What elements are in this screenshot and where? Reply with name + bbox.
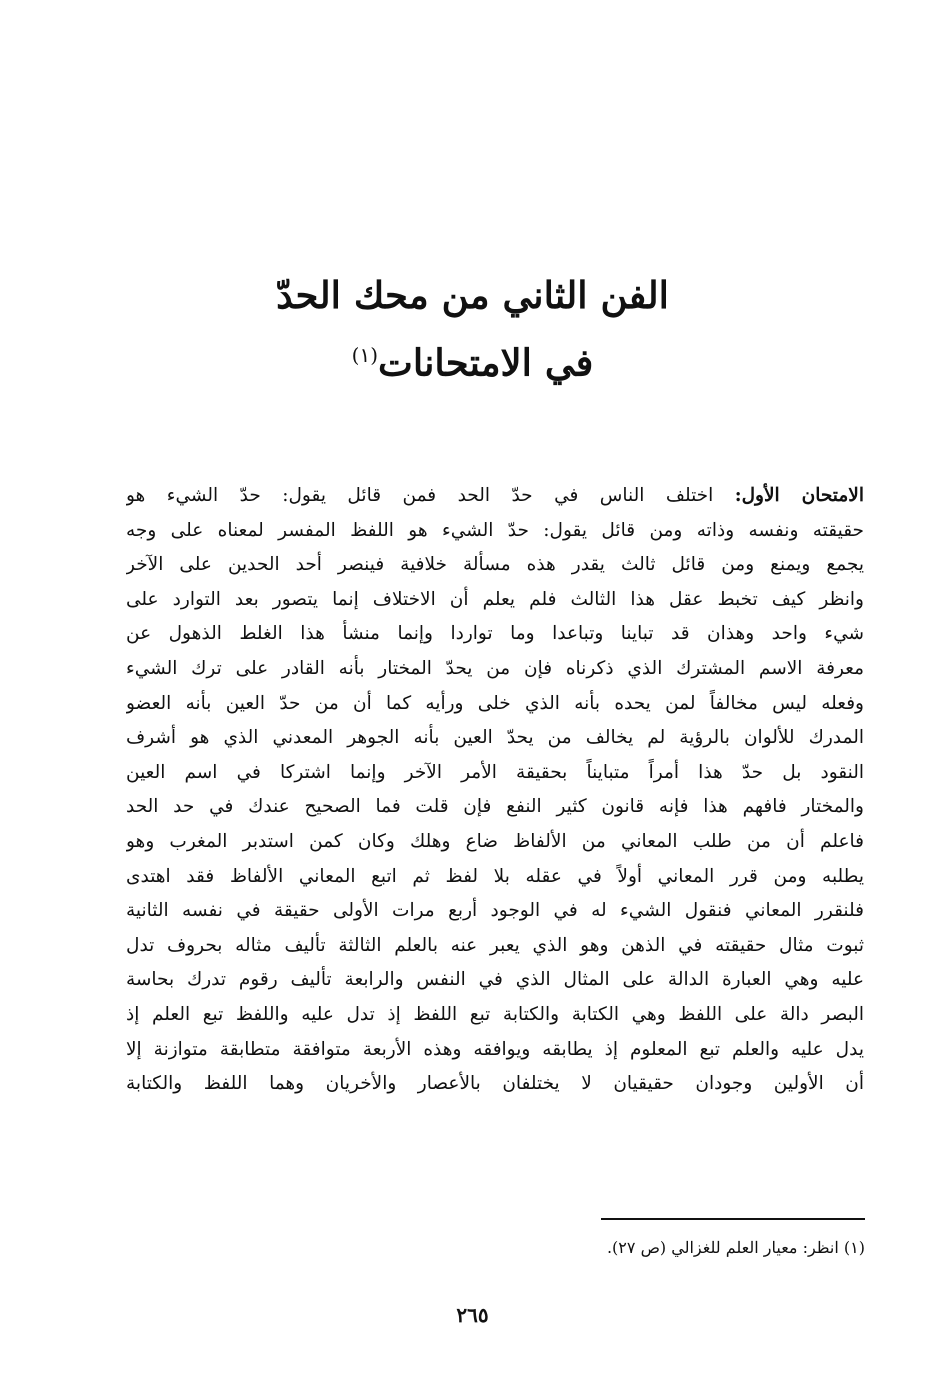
body-line: والمختار فافهم هذا فإنه قانون كثير النفع فإن قلت فما الصحيح عندك في حد الحد [126,796,864,818]
body-line: يدل عليه والعلم تبع المعلوم إذ يطابقه ويوافقه وهذه الأربعة متوافقة متطابقة متوازنة إلا [126,1038,864,1060]
body-line: يطلبه ومن قرر المعاني أولاً في عقله بلا لفظ ثم اتبع المعاني الألفاظ فقد اهتدى [126,865,864,887]
chapter-title [0,265,945,392]
footnote-divider [601,1218,865,1220]
body-line: المدرك للألوان بالرؤية لم يخالف من يحدّ العين بأنه الجوهر المعدني الذي هو أشرف [126,727,864,749]
chapter-title-line-1: الفن الثاني من محك الحدّ [276,273,669,317]
page-number: ٢٦٥ [456,1303,489,1327]
section-lead: الامتحان الأول: [734,485,864,506]
body-line: أن الأولين وجودان حقيقيان لا يختلفان بالأعصار والأخريان وهما اللفظ والكتابة [126,1073,864,1095]
body-line: النقود بل حدّ هذا أمراً متبايناً بحقيقة الأمر الآخر وإنما اشتركا في اسم العين [126,761,864,783]
body-line: شيء واحد وهذان قد تباينا وتباعدا وما تواردا وإنما منشأ هذا الغلط الذهول عن [126,623,864,645]
body-line: فلنقرر المعاني فنقول الشيء له في الوجود أربع مرات الأولى حقيقة في نفسه الثانية [126,900,864,922]
body-line: يجمع ويمنع ومن قائل ثالث يقدر هذه مسألة خلافية فينصر أحد الحدين على الآخر [126,554,864,576]
body-line: الامتحان الأول: اختلف الناس في حدّ الحد فمن قائل يقول: حدّ الشيء هو [126,485,864,506]
body-line: معرفة الاسم المشترك الذي ذكرناه فإن من يحدّ المختار بأنه القادر على ترك الشيء [126,657,864,679]
body-paragraph [126,479,864,1102]
body-line: البصر دالة على اللفظ وهي الكتابة والكتابة تبع اللفظ إذ تدل عليه واللفظ تبع العلم إذ [126,1003,864,1025]
body-line: حقيقته ونفسه وذاته ومن قائل يقول: حدّ الشيء هو اللفظ المفسر لمعناه على وجه [126,519,864,541]
body-line: وفعله ليس مخالفاً لمن يحده بأنه الذي خلى ورأيه كما أن من حدّ العين بأنه العضو [126,692,864,714]
footnote: (١) انظر: معيار العلم للغزالي (ص ٢٧). [606,1238,865,1257]
body-line: عليه وهي العبارة الدالة على المثال الذي في النفس والرابعة تأليف رقوم تدرك بحاسة [126,969,864,991]
body-line: فاعلم أن من طلب المعاني من الألفاظ ضاع وهلك وكان كمن استدبر المغرب وهو [126,830,864,852]
footnote-reference: (١) [351,343,379,367]
body-line: وانظر كيف تخبط عقل هذا الثالث فلم يعلم أن الاختلاف إنما يتصور بعد التوارد على [126,588,864,610]
body-line: ثبوت مثال حقيقته في الذهن وهو الذي يعبر عنه بالعلم الثالثة تأليف مثاله بحروف تدل [126,934,864,956]
chapter-title-line-2: في الامتحانات$^{(١)}$ [351,340,594,385]
